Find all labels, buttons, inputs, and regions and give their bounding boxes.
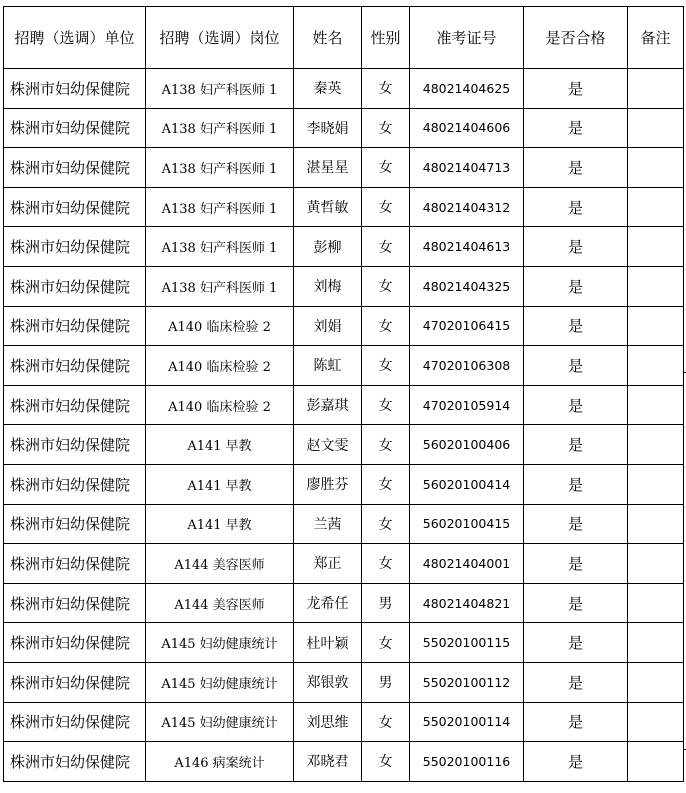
cell-qualified: 是 [524, 425, 628, 465]
cell-position: A146 病案统计 [146, 742, 294, 782]
cell-gender: 女 [362, 504, 410, 544]
cell-qualified: 是 [524, 623, 628, 663]
cell-exam-id: 56020100406 [410, 425, 524, 465]
cell-remark [628, 385, 684, 425]
table-row [4, 583, 684, 623]
cell-position: A140 临床检验 2 [146, 346, 294, 386]
header-unit: 招聘（选调）单位 [4, 7, 146, 69]
cell-qualified: 是 [524, 108, 628, 148]
cell-exam-id: 48021404613 [410, 227, 524, 267]
cell-name: 赵文雯 [294, 425, 362, 465]
cell-qualified: 是 [524, 464, 628, 504]
cell-remark [628, 425, 684, 465]
cell-qualified: 是 [524, 583, 628, 623]
cell-position: A144 美容医师 [146, 544, 294, 584]
cell-remark [628, 623, 684, 663]
cell-gender: 女 [362, 623, 410, 663]
cell-position: A138 妇产科医师 1 [146, 187, 294, 227]
cell-qualified: 是 [524, 306, 628, 346]
cell-unit: 株洲市妇幼保健院 [4, 464, 146, 504]
cell-gender: 女 [362, 148, 410, 188]
cell-name: 彭柳 [294, 227, 362, 267]
cell-gender: 男 [362, 583, 410, 623]
cell-name: 兰茜 [294, 504, 362, 544]
cell-remark [628, 583, 684, 623]
cell-name: 杜叶颖 [294, 623, 362, 663]
cell-exam-id: 48021404312 [410, 187, 524, 227]
cell-exam-id: 48021404325 [410, 266, 524, 306]
cell-exam-id: 47020106308 [410, 346, 524, 386]
cell-exam-id: 47020105914 [410, 385, 524, 425]
cell-gender: 女 [362, 306, 410, 346]
cell-position: A141 早教 [146, 464, 294, 504]
table-row [4, 504, 684, 544]
cell-name: 黄哲敏 [294, 187, 362, 227]
cell-qualified: 是 [524, 662, 628, 702]
cell-exam-id: 56020100414 [410, 464, 524, 504]
cell-qualified: 是 [524, 702, 628, 742]
cell-name: 郑正 [294, 544, 362, 584]
cell-gender: 女 [362, 425, 410, 465]
cell-unit: 株洲市妇幼保健院 [4, 662, 146, 702]
cell-position: A138 妇产科医师 1 [146, 69, 294, 109]
table-body [4, 69, 684, 782]
cell-gender: 女 [362, 385, 410, 425]
cell-name: 彭嘉琪 [294, 385, 362, 425]
cell-remark [628, 266, 684, 306]
cell-position: A140 临床检验 2 [146, 306, 294, 346]
cell-remark [628, 346, 684, 386]
cell-remark [628, 464, 684, 504]
cell-exam-id: 48021404001 [410, 544, 524, 584]
cell-name: 湛星星 [294, 148, 362, 188]
cell-remark [628, 662, 684, 702]
table-row [4, 69, 684, 109]
cell-position: A138 妇产科医师 1 [146, 266, 294, 306]
table-row [4, 148, 684, 188]
cell-unit: 株洲市妇幼保健院 [4, 702, 146, 742]
header-gender: 性别 [362, 7, 410, 69]
cell-unit: 株洲市妇幼保健院 [4, 227, 146, 267]
cell-unit: 株洲市妇幼保健院 [4, 306, 146, 346]
cell-unit: 株洲市妇幼保健院 [4, 346, 146, 386]
table-row [4, 227, 684, 267]
table-row [4, 544, 684, 584]
cell-position: A138 妇产科医师 1 [146, 108, 294, 148]
cell-qualified: 是 [524, 346, 628, 386]
table-row [4, 385, 684, 425]
header-row [4, 7, 684, 69]
cell-gender: 女 [362, 464, 410, 504]
cell-name: 陈虹 [294, 346, 362, 386]
cell-exam-id: 48021404713 [410, 148, 524, 188]
cell-gender: 女 [362, 346, 410, 386]
cell-qualified: 是 [524, 266, 628, 306]
cell-position: A140 临床检验 2 [146, 385, 294, 425]
table-row [4, 742, 684, 782]
cell-unit: 株洲市妇幼保健院 [4, 266, 146, 306]
cell-name: 郑银敦 [294, 662, 362, 702]
cell-exam-id: 48021404821 [410, 583, 524, 623]
table-row [4, 662, 684, 702]
cell-remark [628, 108, 684, 148]
cell-unit: 株洲市妇幼保健院 [4, 425, 146, 465]
cell-qualified: 是 [524, 504, 628, 544]
cell-gender: 女 [362, 187, 410, 227]
cell-qualified: 是 [524, 69, 628, 109]
cell-position: A145 妇幼健康统计 [146, 702, 294, 742]
cell-remark [628, 504, 684, 544]
cell-remark [628, 742, 684, 782]
header-remark: 备注 [628, 7, 684, 69]
cell-remark [628, 306, 684, 346]
cell-exam-id: 47020106415 [410, 306, 524, 346]
table-row [4, 464, 684, 504]
cell-remark [628, 69, 684, 109]
table-row [4, 623, 684, 663]
cell-name: 廖胜芬 [294, 464, 362, 504]
table-row [4, 702, 684, 742]
cell-unit: 株洲市妇幼保健院 [4, 583, 146, 623]
table-row [4, 306, 684, 346]
cell-name: 龙希任 [294, 583, 362, 623]
cell-unit: 株洲市妇幼保健院 [4, 623, 146, 663]
cell-remark [628, 702, 684, 742]
header-name: 姓名 [294, 7, 362, 69]
cell-remark [628, 544, 684, 584]
cell-gender: 女 [362, 742, 410, 782]
cell-exam-id: 55020100112 [410, 662, 524, 702]
header-qualified: 是否合格 [524, 7, 628, 69]
cell-unit: 株洲市妇幼保健院 [4, 148, 146, 188]
cell-unit: 株洲市妇幼保健院 [4, 187, 146, 227]
cell-position: A141 早教 [146, 504, 294, 544]
cell-position: A144 美容医师 [146, 583, 294, 623]
cell-unit: 株洲市妇幼保健院 [4, 69, 146, 109]
cell-name: 秦英 [294, 69, 362, 109]
table-row [4, 187, 684, 227]
cell-exam-id: 56020100415 [410, 504, 524, 544]
table-row [4, 108, 684, 148]
cell-gender: 女 [362, 69, 410, 109]
table-row [4, 346, 684, 386]
cell-qualified: 是 [524, 227, 628, 267]
cell-unit: 株洲市妇幼保健院 [4, 504, 146, 544]
cell-gender: 女 [362, 266, 410, 306]
cell-qualified: 是 [524, 544, 628, 584]
cell-remark [628, 148, 684, 188]
cell-qualified: 是 [524, 385, 628, 425]
cell-exam-id: 55020100115 [410, 623, 524, 663]
cell-position: A138 妇产科医师 1 [146, 148, 294, 188]
cell-name: 刘娟 [294, 306, 362, 346]
cell-gender: 女 [362, 544, 410, 584]
cell-gender: 女 [362, 702, 410, 742]
cell-gender: 女 [362, 227, 410, 267]
cell-name: 邓晓君 [294, 742, 362, 782]
table-row [4, 425, 684, 465]
table-row [4, 266, 684, 306]
cell-unit: 株洲市妇幼保健院 [4, 108, 146, 148]
cell-gender: 女 [362, 108, 410, 148]
cell-position: A141 早教 [146, 425, 294, 465]
cell-qualified: 是 [524, 187, 628, 227]
cell-exam-id: 48021404625 [410, 69, 524, 109]
cell-position: A138 妇产科医师 1 [146, 227, 294, 267]
header-position: 招聘（选调）岗位 [146, 7, 294, 69]
cell-name: 李晓娟 [294, 108, 362, 148]
cell-position: A145 妇幼健康统计 [146, 662, 294, 702]
cell-name: 刘梅 [294, 266, 362, 306]
cell-exam-id: 48021404606 [410, 108, 524, 148]
cell-qualified: 是 [524, 742, 628, 782]
cell-exam-id: 55020100116 [410, 742, 524, 782]
cell-unit: 株洲市妇幼保健院 [4, 544, 146, 584]
cell-qualified: 是 [524, 148, 628, 188]
cell-gender: 男 [362, 662, 410, 702]
cell-remark [628, 227, 684, 267]
cell-unit: 株洲市妇幼保健院 [4, 385, 146, 425]
cell-unit: 株洲市妇幼保健院 [4, 742, 146, 782]
cell-remark [628, 187, 684, 227]
cell-name: 刘思维 [294, 702, 362, 742]
cell-exam-id: 55020100114 [410, 702, 524, 742]
header-exam-id: 准考证号 [410, 7, 524, 69]
results-table [3, 6, 684, 782]
cell-position: A145 妇幼健康统计 [146, 623, 294, 663]
